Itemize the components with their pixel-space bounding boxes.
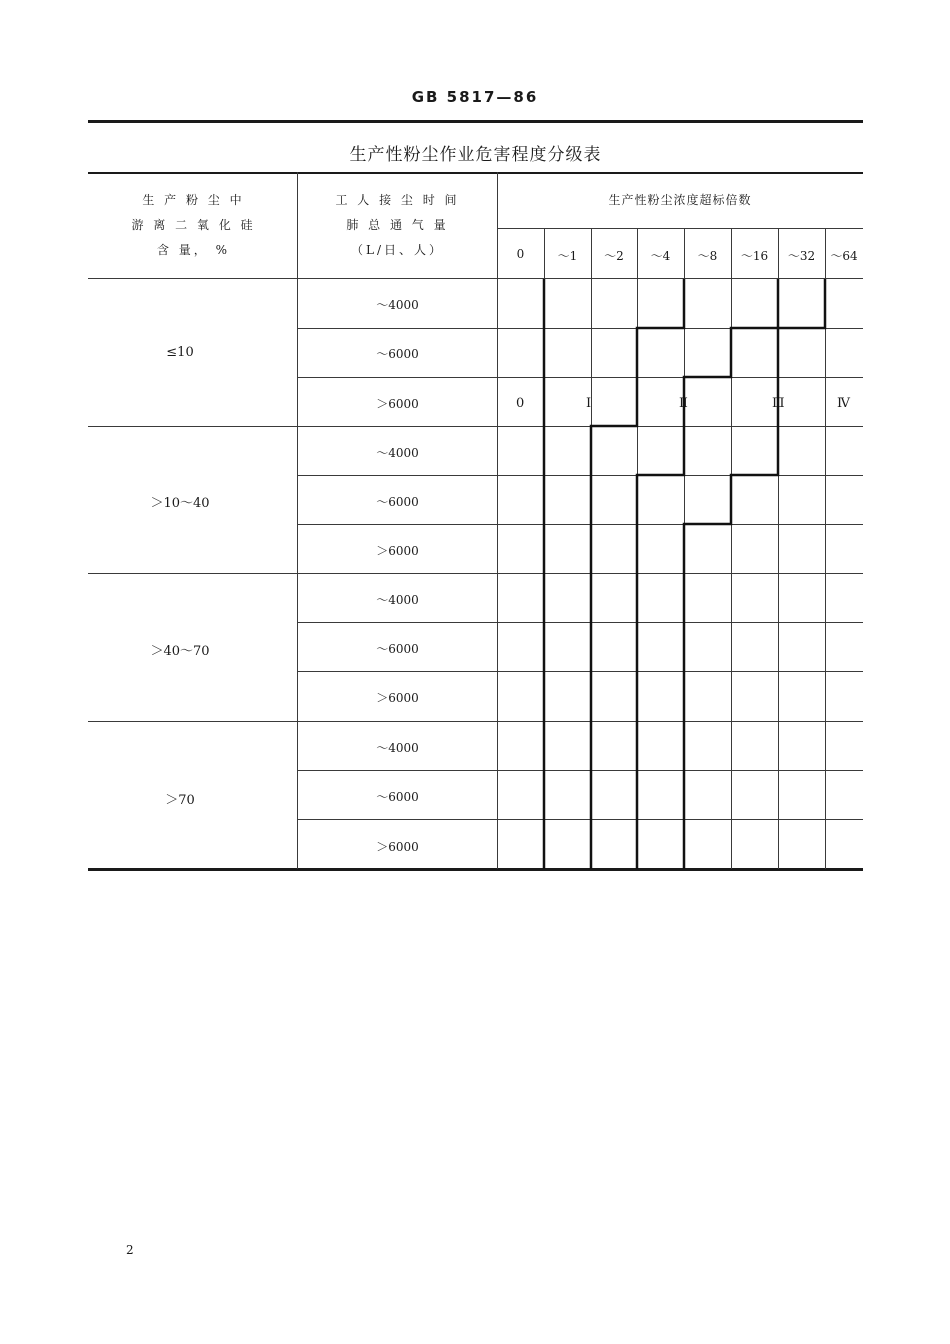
- hazard-boundary-3: [637, 279, 778, 869]
- hazard-level-label: 0: [516, 396, 525, 411]
- ventilation-label: ～4000: [376, 446, 419, 460]
- ventilation-label: ～6000: [376, 347, 419, 361]
- hazard-level-label: Ⅲ: [772, 396, 785, 411]
- silica-group-label: ＞10～40: [150, 496, 210, 511]
- ventilation-label: ＞6000: [376, 840, 419, 854]
- hazard-level-label: Ⅳ: [837, 396, 850, 411]
- multiple-label: 0: [516, 247, 525, 261]
- multiple-label: ～64: [830, 249, 858, 263]
- ventilation-label: ＞6000: [376, 544, 419, 558]
- multiple-label: ～16: [740, 249, 769, 263]
- multiple-label: ～4: [650, 249, 671, 263]
- silica-group-label: ＞40～70: [150, 644, 210, 659]
- ventilation-label: ～6000: [376, 790, 419, 804]
- ventilation-label: ～6000: [376, 495, 419, 509]
- ventilation-label: ～4000: [376, 298, 419, 312]
- standard-number: GB 5817—86: [411, 88, 539, 106]
- concentration-header: 生产性粉尘浓度超标倍数: [608, 193, 752, 207]
- silica-group-label: ＞70: [165, 793, 195, 808]
- ventilation-label: ＞6000: [376, 691, 419, 705]
- hazard-level-label: Ⅰ: [586, 396, 592, 411]
- multiple-label: ～8: [697, 249, 718, 263]
- silica-header-line-1: 生 产 粉 尘 中: [142, 193, 245, 207]
- ventilation-header-line-1: 工 人 接 尘 时 间: [335, 193, 460, 207]
- ventilation-label: ～4000: [376, 741, 419, 755]
- hazard-level-label: Ⅱ: [679, 396, 688, 411]
- silica-group-label: ≤10: [166, 345, 194, 360]
- ventilation-header-line-2: 肺 总 通 气 量: [346, 218, 449, 232]
- page-number: 2: [126, 1243, 134, 1257]
- ventilation-label: ～6000: [376, 642, 419, 656]
- ventilation-header-line-3: （L/日、人）: [350, 243, 444, 257]
- multiple-label: ～1: [557, 249, 578, 263]
- multiple-label: ～32: [787, 249, 816, 263]
- silica-header-line-3: 含 量， %: [156, 243, 231, 257]
- hazard-boundary-4: [684, 279, 825, 869]
- table-title: 生产性粉尘作业危害程度分级表: [349, 145, 602, 165]
- ventilation-label: ＞6000: [376, 397, 419, 411]
- ventilation-label: ～4000: [376, 593, 419, 607]
- multiple-label: ～2: [604, 249, 624, 263]
- silica-header-line-2: 游 离 二 氧 化 硅: [131, 218, 256, 232]
